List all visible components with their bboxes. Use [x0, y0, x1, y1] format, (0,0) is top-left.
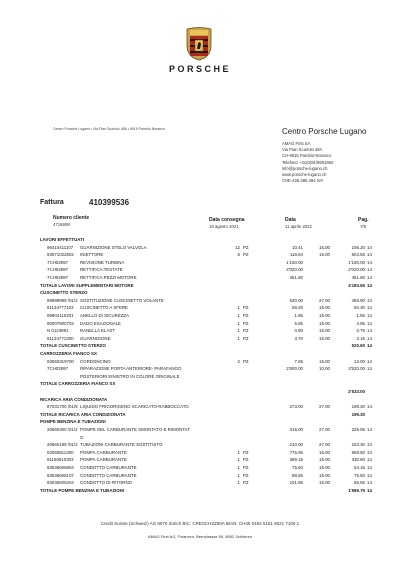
- item-description: LIQUIDO FRIGORIGENO SCARICATO-RABBOCCATO: [80, 404, 189, 410]
- table-row: [0, 456, 400, 463]
- item-description: INIETTORE: [80, 252, 104, 258]
- item-unit: PZ: [243, 465, 249, 470]
- item-price: 451.80: [289, 275, 303, 280]
- table-row: [0, 320, 400, 327]
- item-vat-code: 14: [367, 335, 372, 341]
- item-quantity: 1: [237, 305, 240, 311]
- item-unit: PZ: [243, 449, 249, 455]
- item-description: POMPA CARBURANTE: [80, 457, 127, 463]
- item-vat-code: 14: [367, 244, 372, 250]
- item-unit: PZ: [243, 305, 249, 311]
- dealer-name: Centro Porsche Lugano: [282, 127, 367, 136]
- item-code: CUSCINETTO STERZO: [40, 290, 88, 296]
- item-total: 50.30: [354, 305, 365, 311]
- item-price: 3.70: [294, 335, 303, 341]
- item-vat-code: 14: [367, 457, 372, 463]
- item-discount: 15.00: [319, 480, 330, 486]
- item-quantity: 1: [237, 335, 240, 341]
- item-description: RIPARAZIONE PORTA ANTERIORE- PARAFANGO: [80, 366, 182, 372]
- item-vat-code: 14: [367, 427, 372, 432]
- item-total: 199.30: [351, 404, 365, 410]
- item-vat-code: 14: [367, 313, 372, 318]
- item-vat-code: 14: [367, 320, 372, 326]
- item-price: 210.00: [289, 442, 303, 448]
- item-price: 10.41: [292, 244, 303, 250]
- item-code: TOTALE LAVORI SUPPLEMENTARI MOTORE: [40, 282, 134, 288]
- item-code: CARROZZERIA FIANCO SX: [40, 351, 97, 356]
- item-code: TOTALE RICARICA ARIA CONDIZIONATA: [40, 411, 126, 417]
- item-discount: 15.00: [319, 449, 330, 455]
- table-row: [0, 312, 400, 319]
- item-description: GUARNIZIONE: [80, 335, 111, 341]
- item-total: 2'520.00: [348, 366, 365, 372]
- item-code: 91134777103: [47, 305, 74, 311]
- table-row: [0, 297, 400, 304]
- item-price: 630.00: [289, 297, 303, 303]
- item-price: 775.95: [289, 449, 303, 455]
- item-description: RETTIFICA TESTATE: [80, 267, 123, 273]
- table-row: [0, 426, 400, 433]
- item-discount: 15.00: [319, 252, 330, 258]
- section-heading: [0, 236, 400, 243]
- item-code: 96410411107: [47, 244, 74, 250]
- item-unit: PZ: [243, 313, 249, 318]
- table-row: [0, 449, 400, 456]
- item-total: 153.30: [351, 442, 365, 448]
- dealer-address-block: [282, 141, 333, 184]
- item-total: 459.90: [351, 297, 365, 303]
- item-price: 5.85: [294, 320, 303, 326]
- page-value: 7/8: [360, 224, 366, 229]
- item-code: 93060319700: [47, 358, 74, 364]
- item-total: 106.20: [351, 244, 365, 250]
- porsche-wordmark: PORSCHE: [168, 64, 231, 74]
- item-total: 659.50: [351, 449, 365, 455]
- dealer-line: CH-6915 Pambio-Noranco: [282, 153, 332, 159]
- item-vat-code: 14: [367, 252, 372, 258]
- item-description: POMPA CARBURANTE: [80, 449, 127, 455]
- item-description: REVISIONE TURBINA: [80, 259, 125, 265]
- item-vat-code: 14: [367, 297, 372, 303]
- item-description: GUARNIZIONE STELO VALVOLA: [80, 244, 147, 250]
- item-quantity: 1: [237, 472, 240, 478]
- item-vat-code: 14: [367, 259, 372, 265]
- item-code: 93060811300: [47, 449, 74, 455]
- item-description: DADO ESAGONALE: [80, 320, 121, 326]
- item-price: 75.60: [292, 465, 303, 470]
- page-label: Pag.: [358, 217, 369, 223]
- invoice-date-label: Data: [285, 217, 296, 223]
- item-vat-code: 14: [367, 480, 372, 486]
- item-code: LAVORI EFFETTUATI: [40, 237, 84, 242]
- item-price: 101.85: [289, 480, 303, 486]
- item-vat-code: 14: [367, 305, 372, 311]
- item-vat-code: 14: [367, 442, 372, 448]
- item-code: 93036606204: [47, 480, 74, 486]
- dealer-line: Telefono +41(0)91/9851660: [282, 159, 334, 165]
- customer-number-label: Numero cliente: [53, 215, 90, 221]
- item-unit: PZ: [243, 457, 249, 463]
- item-description: POMPE DEL CARBURANTE SMONTATO E RIMONTAT: [80, 427, 190, 432]
- table-row: [0, 335, 400, 342]
- item-discount: 15.00: [319, 305, 330, 311]
- item-price: 88.85: [292, 472, 303, 478]
- porsche-crest-logo: [186, 27, 212, 61]
- item-unit: PZ: [243, 480, 249, 486]
- item-quantity: 1: [237, 313, 240, 318]
- item-description: POSTERIORI SINISTRO IN COLORE ORIGINALE: [80, 373, 180, 379]
- item-quantity: 1: [237, 480, 240, 486]
- delivery-date-label: Data consegna: [209, 217, 245, 223]
- item-code: 91160810303: [47, 457, 74, 463]
- item-vat-code: 14: [367, 487, 372, 493]
- table-row: [0, 244, 400, 251]
- table-row: [0, 251, 400, 258]
- item-code: 7CH02997: [47, 366, 68, 372]
- item-unit: PZ: [243, 472, 249, 478]
- item-description: CORDONCINO: [80, 358, 111, 364]
- item-quantity: 1: [237, 465, 240, 470]
- section-total-row: [0, 388, 400, 395]
- table-row: [0, 472, 400, 479]
- item-price: 2'800.00: [286, 366, 303, 372]
- item-total: 451.80: [351, 275, 365, 280]
- item-discount: 15.00: [319, 335, 330, 341]
- item-quantity: 6: [237, 252, 240, 258]
- item-vat-code: 14: [367, 465, 372, 470]
- section-total-row: [0, 487, 400, 494]
- item-quantity: 1: [237, 457, 240, 463]
- item-code: 90007800702: [47, 320, 74, 326]
- table-row: [0, 266, 400, 273]
- item-description: TUBAZIONI CARBURANTE SOSTITUITO: [80, 442, 163, 448]
- table-row: [0, 259, 400, 266]
- item-code: 91134771300: [47, 335, 74, 341]
- item-description: CONDOTTO CARBURANTE: [80, 472, 137, 478]
- item-description: CONDOTTO DI RITORNO: [80, 480, 133, 486]
- item-unit: PZ: [243, 358, 249, 364]
- item-code: 87031700 /01/9: [47, 404, 78, 410]
- item-total: 1'599.75: [348, 487, 365, 493]
- item-total: 3.15: [356, 335, 365, 341]
- item-quantity: 2: [237, 358, 240, 364]
- invoice-date-value: 11 aprile 2022: [285, 224, 312, 229]
- item-unit: PZ: [243, 244, 249, 250]
- item-code: TOTALE CUSCINETTO STERZO: [40, 343, 106, 349]
- dealer-line: info@porsche-lugano.ch: [282, 165, 328, 171]
- item-total: 0.75: [356, 328, 365, 334]
- item-discount: 15.00: [319, 465, 330, 470]
- section-total-row: [0, 282, 400, 289]
- section-heading: [0, 350, 400, 357]
- item-discount: 27.00: [319, 442, 330, 448]
- section-heading: [0, 418, 400, 425]
- item-quantity: 1: [237, 328, 240, 334]
- item-total: 229.95: [351, 427, 365, 432]
- item-description: CONDOTTO CARBURANTE: [80, 465, 137, 470]
- item-vat-code: 14: [367, 404, 372, 410]
- item-vat-code: 14: [367, 282, 372, 288]
- table-row: [0, 304, 400, 311]
- section-total-row: [0, 342, 400, 349]
- footer-company-address: AMAG First AG, Finanzen, Bernstrasse 59, 8952 Schlieren: [147, 534, 253, 539]
- item-total: 2'533.00: [348, 389, 365, 394]
- table-row: [0, 358, 400, 365]
- item-discount: 15.00: [319, 472, 330, 478]
- item-code: 99999999 /01/2: [47, 297, 78, 303]
- section-total-row: [0, 380, 400, 387]
- table-row: [0, 327, 400, 334]
- item-total: 199.30: [351, 411, 365, 417]
- item-total: 13.00: [354, 358, 365, 364]
- item-unit: PZ: [243, 252, 249, 258]
- item-description: ANELLO DI SICUREZZA: [80, 313, 130, 318]
- item-code: TOTALE POMPE BENZINA E TUBAZIONI: [40, 487, 125, 493]
- item-price: 7.65: [294, 358, 303, 364]
- item-code: 7CH02997: [47, 267, 68, 273]
- item-code: 93071022502: [47, 252, 74, 258]
- item-total: 64.15: [354, 465, 365, 470]
- item-code: 93036608107: [47, 472, 74, 478]
- item-total: 4.95: [356, 320, 365, 326]
- item-total: 75.50: [354, 472, 365, 478]
- item-price: 273.00: [289, 404, 303, 410]
- dealer-line: CHE-426.385.494 IVA: [282, 178, 324, 184]
- dealer-line: www.porsche-lugano.ch: [282, 172, 327, 178]
- section-heading: [0, 396, 400, 403]
- item-discount: 15.00: [319, 358, 330, 364]
- table-row: [0, 434, 400, 441]
- item-price: 59.20: [292, 305, 303, 311]
- item-total: 2'020.00: [348, 267, 365, 273]
- invoice-label: Fattura: [40, 199, 64, 206]
- table-row: [0, 373, 400, 380]
- item-vat-code: 14: [367, 328, 372, 334]
- item-price: 389.15: [289, 457, 303, 463]
- customer-number-value: 4716908: [53, 222, 70, 227]
- item-total: 604.55: [351, 252, 365, 258]
- item-vat-code: 14: [367, 343, 372, 349]
- item-total: 4'183.65: [348, 282, 365, 288]
- item-total: 330.80: [351, 457, 365, 463]
- item-code: 20660300 /01/2: [47, 427, 78, 432]
- item-discount: 15.00: [319, 313, 330, 318]
- item-price: 315.00: [289, 427, 303, 432]
- item-vat-code: 14: [367, 472, 372, 478]
- item-code: POMPE BENZINA E TUBAZIONI: [40, 419, 106, 425]
- item-unit: PZ: [243, 320, 249, 326]
- item-code: 93036606804: [47, 465, 74, 470]
- dealer-line: Via Pian Scairolo 48A: [282, 147, 323, 153]
- item-code: N 0123991: [47, 328, 69, 334]
- item-description: RETTIFICA PEZZI MOTORE: [80, 275, 137, 280]
- table-row: [0, 479, 400, 486]
- item-description: SOSTITUZIONE CUSCINETTO VOLANTE: [80, 297, 164, 303]
- footer-bank-details: Credit Suisse (Schweiz) AG 8070 Zürich BIC: CRESCHZZ80A IBAN: CH45 0483 5151 8021 7100 1: [100, 521, 300, 526]
- item-discount: 15.00: [319, 244, 330, 250]
- table-row: [0, 403, 400, 410]
- item-unit: PZ: [243, 328, 249, 334]
- section-heading: [0, 289, 400, 296]
- item-discount: 27.00: [319, 427, 330, 432]
- item-quantity: 1: [237, 320, 240, 326]
- item-code: RICARICA ARIA CONDIZIONATA: [40, 396, 108, 402]
- item-quantity: 12: [235, 244, 240, 250]
- item-vat-code: 14: [367, 358, 372, 364]
- item-unit: PZ: [243, 335, 249, 341]
- item-discount: 10.00: [319, 366, 330, 372]
- item-discount: 27.00: [319, 297, 330, 303]
- item-price: 2'020.00: [286, 267, 303, 273]
- item-price: 1'160.00: [286, 259, 303, 265]
- item-price: 1.85: [294, 313, 303, 318]
- item-code: 7CH02997: [47, 275, 68, 280]
- table-row: [0, 274, 400, 281]
- item-price: 0.90: [294, 328, 303, 334]
- item-price: 118.84: [289, 252, 303, 258]
- item-code: TOTALE CARROZZERIA FIANCO SX: [40, 381, 116, 387]
- item-description: CUSCINETTO A SFERE: [80, 305, 128, 311]
- section-total-row: [0, 411, 400, 418]
- table-row: [0, 365, 400, 372]
- dealer-line: AMAG First SA: [282, 141, 311, 146]
- item-discount: 15.00: [319, 457, 330, 463]
- item-code: 7CH02997: [47, 259, 68, 265]
- item-code: 99904110201: [47, 313, 74, 318]
- item-total: 86.55: [354, 480, 365, 486]
- item-discount: 15.00: [319, 320, 330, 326]
- item-total: 520.60: [351, 343, 365, 349]
- delivery-date-value: 18 agosto 2021: [209, 224, 239, 229]
- item-description: RANELLA ELAST: [80, 328, 115, 334]
- item-description: O: [80, 434, 84, 440]
- item-total: 1.55: [356, 313, 365, 318]
- item-vat-code: 14: [367, 449, 372, 455]
- item-discount: 15.00: [319, 328, 330, 334]
- sender-address-line: Centro Porsche Lugano • Via Pian Scairolo 48A • 6915 Pambio-Noranco: [53, 127, 165, 131]
- item-vat-code: 14: [367, 275, 372, 280]
- item-quantity: 1: [237, 449, 240, 455]
- item-code: 20660199 /01/2: [47, 442, 78, 448]
- item-total: 1'160.00: [348, 259, 365, 265]
- invoice-number: 410399536: [89, 198, 130, 207]
- item-vat-code: 14: [367, 267, 372, 273]
- table-row: [0, 441, 400, 448]
- item-vat-code: 14: [367, 366, 372, 372]
- item-discount: 27.00: [319, 404, 330, 410]
- table-row: [0, 464, 400, 471]
